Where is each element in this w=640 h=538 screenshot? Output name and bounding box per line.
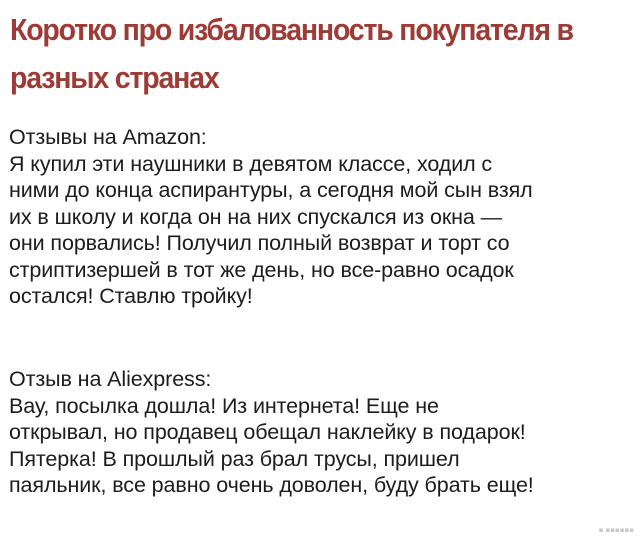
review-line: их в школу и когда он на них спускался из окна — xyxy=(9,204,503,229)
review-line: остался! Ставлю тройку! xyxy=(9,284,253,308)
review-line: они порвались! Получил полный возврат и торт со xyxy=(9,231,510,255)
aliexpress-review xyxy=(9,366,634,499)
review-line: открывал, но продавец обещал наклейку в подарок! xyxy=(9,420,526,444)
review-line: стриптизершей в тот же день, но все-равно осадок xyxy=(9,257,514,282)
review-heading: Отзывы на Amazon: xyxy=(9,125,207,149)
headline-line: разных странах xyxy=(10,60,219,95)
review-line: паяльник, все равно очень доволен, буду брать еще! xyxy=(9,473,534,497)
watermark-logo: ▪ ▪▪▪▪▪▪ xyxy=(598,526,634,534)
headline xyxy=(10,6,580,102)
review-line: Вау, посылка дошла! Из интернета! Еще не xyxy=(9,393,439,418)
amazon-review xyxy=(9,124,634,310)
review-line: Пятерка! В прошлый раз брал трусы, пришел xyxy=(9,446,460,471)
review-line: Я купил эти наушники в девятом классе, ходил с xyxy=(9,151,493,176)
review-line: ними до конца аспирантуры, а сегодня мой сын взял xyxy=(9,178,533,202)
headline-line: Коротко про избалованность покупателя в xyxy=(10,12,573,47)
review-heading: Отзыв на Aliexpress: xyxy=(9,367,212,391)
